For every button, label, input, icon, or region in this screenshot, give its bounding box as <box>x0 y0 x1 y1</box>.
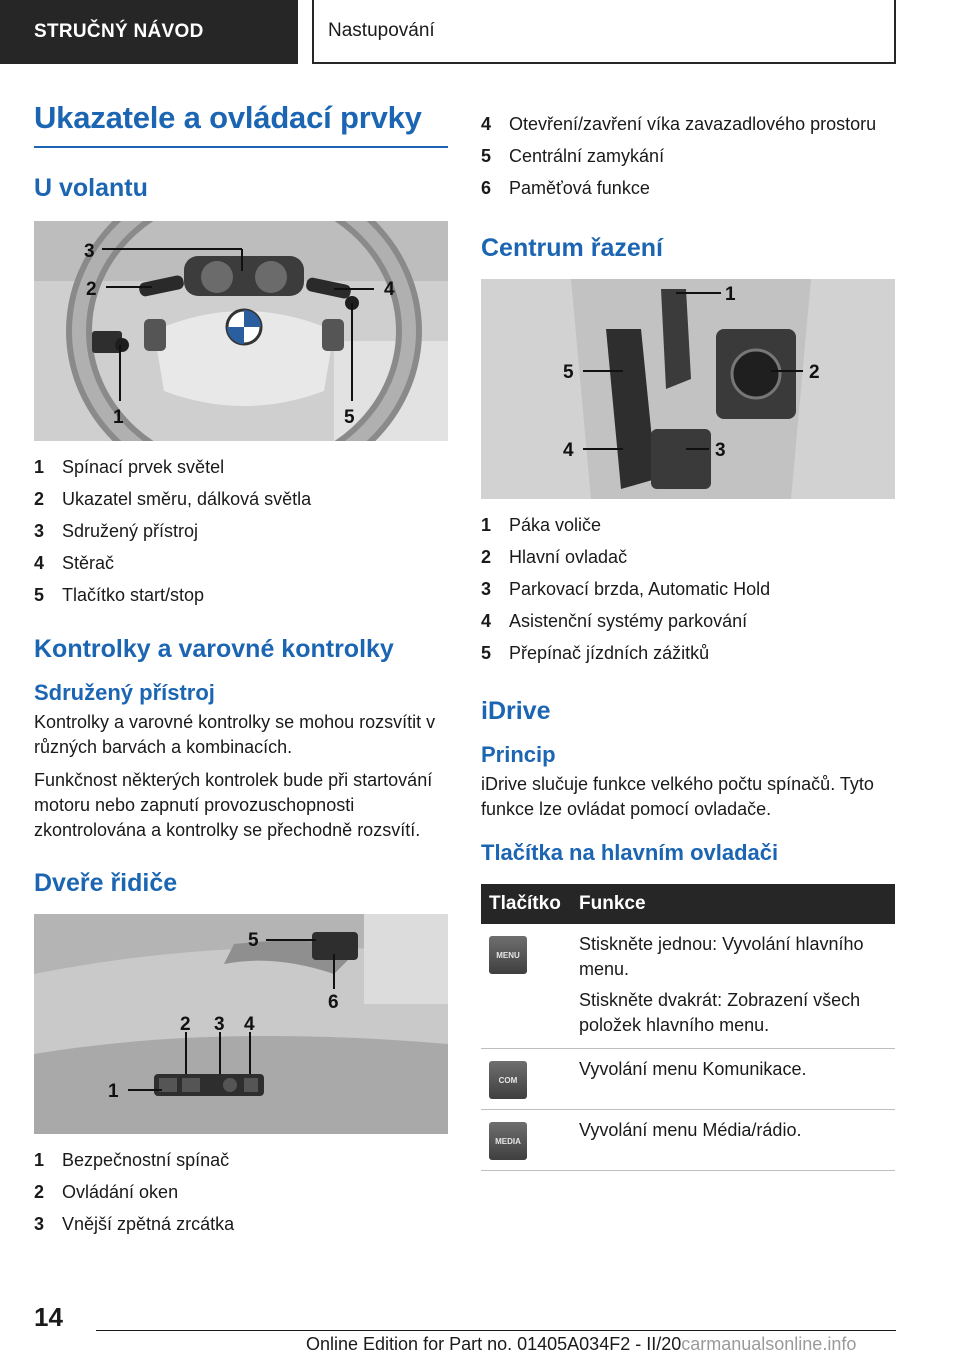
callout-1: 1 <box>113 407 124 428</box>
callout-2: 2 <box>809 362 820 383</box>
list-item: 4 Otevření/zavření víka zavazadlového prostoru <box>481 113 877 134</box>
console-heading: Centrum řazení <box>481 234 663 262</box>
page-title: Ukazatele a ovládací prvky <box>34 100 448 148</box>
list-item: 5 Centrální zamykání <box>481 145 665 166</box>
list-item: 4 Stěrač <box>34 552 115 573</box>
warnings-heading: Kontrolky a varovné kontrolky <box>34 635 394 663</box>
callout-2: 2 <box>86 279 97 300</box>
function-text: Vyvolání menu Komunikace. <box>579 1059 807 1079</box>
callout-2: 2 <box>180 1014 191 1035</box>
steering-list <box>34 451 448 611</box>
list-item: 1 Spínací prvek světel <box>34 456 225 477</box>
door-list-continued <box>481 108 895 204</box>
callout-4: 4 <box>244 1014 255 1035</box>
callout-4: 4 <box>563 440 574 461</box>
footer <box>306 1334 856 1355</box>
idrive-heading: iDrive <box>481 697 551 725</box>
table-row <box>481 1049 895 1110</box>
console-list <box>481 509 895 669</box>
idrive-paragraph: iDrive slučuje funkce velkého počtu spínačů. Tyto funkce lze ovládat pomocí ovladače. <box>481 774 874 819</box>
chapter-tab <box>312 0 896 64</box>
table-row <box>481 1110 895 1171</box>
list-item: 3 Parkovací brzda, Automatic Hold <box>481 578 771 599</box>
media-key-icon: MEDIA <box>489 1122 527 1160</box>
footer-watermark: carmanualsonline.info <box>681 1334 857 1354</box>
callout-3: 3 <box>715 440 726 461</box>
buttons-heading: Tlačítka na hlavním ovladači <box>481 840 779 865</box>
list-item: 2 Hlavní ovladač <box>481 546 628 567</box>
callout-1: 1 <box>725 284 736 305</box>
callout-4: 4 <box>384 279 395 300</box>
footer-rule <box>96 1330 896 1331</box>
warnings-paragraph-1: Kontrolky a varovné kontrolky se mohou rozsvítit v různých barvách a kombinacích. <box>34 712 436 757</box>
door-panel-photo <box>34 914 448 1134</box>
list-item: 3 Sdružený přístroj <box>34 520 199 541</box>
callout-5: 5 <box>248 930 259 951</box>
list-item: 2 Ovládání oken <box>34 1181 179 1202</box>
list-item: 5 Tlačítko start/stop <box>34 584 205 605</box>
right-column <box>481 108 895 1171</box>
chapter-title: Nastupování <box>328 20 435 41</box>
callout-1: 1 <box>108 1081 119 1102</box>
idrive-subheading: Princip <box>481 742 556 767</box>
footer-text: Online Edition for Part no. 01405A034F2 - II/20 <box>306 1334 682 1354</box>
list-item: 5 Přepínač jízdních zážitků <box>481 642 710 663</box>
section-title: STRUČNÝ NÁVOD <box>34 21 204 42</box>
warnings-subheading: Sdružený přístroj <box>34 680 215 705</box>
controller-buttons-table <box>481 884 895 1171</box>
com-key-icon: COM <box>489 1061 527 1099</box>
steering-heading: U volantu <box>34 174 148 202</box>
callout-5: 5 <box>344 407 355 428</box>
table-header <box>481 884 895 924</box>
function-text: Stiskněte jednou: Vyvolání hlavního menu. <box>579 934 864 979</box>
list-item: 6 Paměťová funkce <box>481 177 650 198</box>
callout-5: 5 <box>563 362 574 383</box>
console-photo <box>481 279 895 499</box>
col-function: Funkce <box>571 884 895 924</box>
function-text: Stiskněte dvakrát: Zobrazení všech položek hlavního menu. <box>579 990 861 1035</box>
warnings-paragraph-2: Funkčnost některých kontrolek bude při startování motoru nebo zapnutí provozuschopnosti zkontrolována a kontrolky se přechodně rozsvítí. <box>34 770 433 840</box>
table-row <box>481 924 895 1049</box>
section-tab <box>0 0 298 64</box>
list-item: 3 Vnější zpětná zrcátka <box>34 1213 235 1234</box>
list-item: 4 Asistenční systémy parkování <box>481 610 748 631</box>
steering-wheel-photo <box>34 221 448 441</box>
col-button: Tlačítko <box>481 884 571 924</box>
left-column <box>34 100 448 1240</box>
door-heading: Dveře řidiče <box>34 869 178 897</box>
list-item: 1 Bezpečnostní spínač <box>34 1149 230 1170</box>
callout-3: 3 <box>214 1014 225 1035</box>
page-number: 14 <box>34 1302 63 1332</box>
callout-6: 6 <box>328 992 339 1013</box>
callout-3: 3 <box>84 241 95 262</box>
list-item: 1 Páka voliče <box>481 514 602 535</box>
function-text: Vyvolání menu Média/rádio. <box>579 1120 802 1140</box>
door-list <box>34 1144 448 1240</box>
menu-key-icon: MENU <box>489 936 527 974</box>
list-item: 2 Ukazatel směru, dálková světla <box>34 488 312 509</box>
